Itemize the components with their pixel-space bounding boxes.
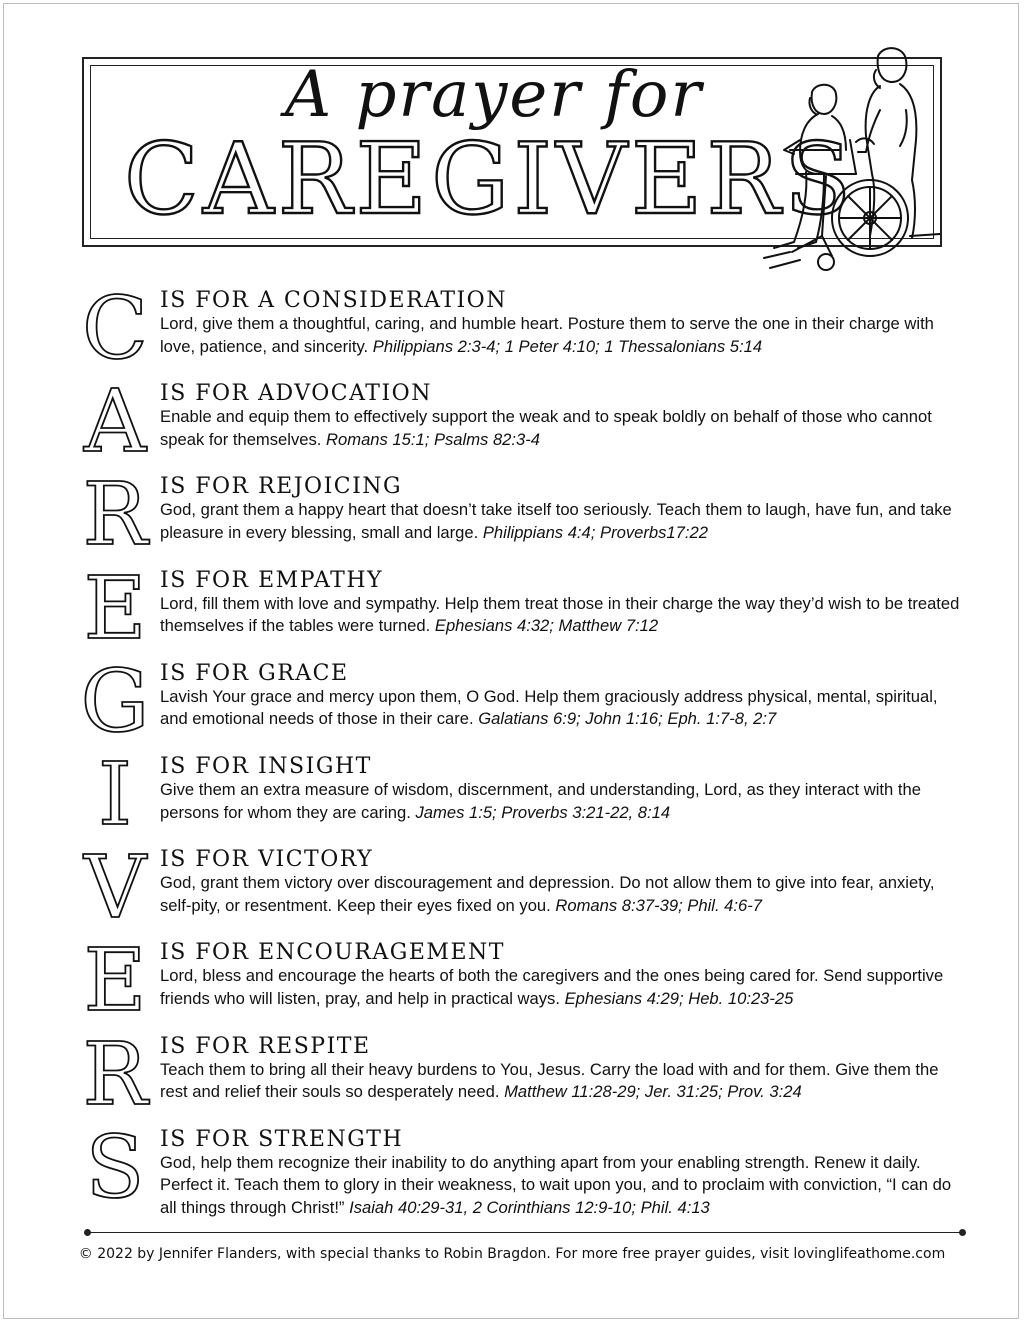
caregiver-pushing-wheelchair-icon — [760, 40, 950, 275]
scripture-reference: James 1:5; Proverbs 3:21-22, 8:14 — [415, 802, 671, 822]
prayer-text: Teach them to bring all their heavy burdens to You, Jesus. Carry the load with and for them. Give them the rest and relief their souls so desperately need. — [160, 1059, 939, 1102]
entry-text — [160, 406, 960, 451]
scripture-reference: Ephesians 4:29; Heb. 10:23-25 — [564, 988, 794, 1008]
entry-heading: IS FOR RESPITE — [160, 1033, 371, 1059]
entry-heading: IS FOR A CONSIDERATION — [160, 288, 507, 313]
entry-heading: IS FOR ADVOCATION — [160, 381, 432, 407]
acrostic-letter: E — [83, 558, 147, 659]
acrostic-letter: A — [83, 372, 147, 473]
acrostic-letter: S — [85, 1117, 145, 1218]
scripture-reference: Matthew 11:28-29; Jer. 31:25; Prov. 3:24 — [504, 1082, 802, 1102]
scripture-reference: Romans 8:37-39; Phil. 4:6-7 — [555, 895, 763, 915]
entry-text — [160, 779, 960, 824]
entry-text — [160, 1059, 960, 1104]
prayer-text: Give them an extra measure of wisdom, discernment, and understanding, Lord, as they interact with the persons for whom they are caring. — [160, 780, 921, 822]
prayer-text: Lord, give them a thoughtful, caring, and humble heart. Posture them to serve the one in their charge with love, patience, and sincerity. — [160, 314, 934, 356]
acrostic-letter: E — [83, 931, 147, 1032]
footer-divider — [88, 1232, 962, 1233]
acrostic-letter: G — [80, 651, 150, 752]
entry-text — [160, 1152, 960, 1220]
prayer-text: God, grant them a happy heart that doesn’t take itself too seriously. Teach them to laugh, have fun, and take pleasure in every blessing, small and large. — [160, 500, 952, 542]
prayer-text: God, grant them victory over discouragement and depression. Do not allow them to give into fear, anxiety, self-pity, or resentment. Keep their eyes fixed on you. — [160, 873, 935, 915]
prayer-text: Enable and equip them to effectively support the weak and to speak boldly on behalf of those who cannot speak for themselves. — [160, 407, 932, 449]
scripture-reference: Philippians 4:4; Proverbs17:22 — [482, 522, 708, 542]
entry-heading: IS FOR INSIGHT — [160, 754, 372, 779]
entry-text — [160, 965, 960, 1010]
scripture-reference: Ephesians 4:32; Matthew 7:12 — [434, 616, 659, 636]
acrostic-letter: R — [82, 465, 148, 566]
prayer-text: Lavish Your grace and mercy upon them, O God. Help them graciously address physical, mental, spiritual, and emotional needs of those in their care. — [160, 686, 938, 729]
prayer-text: Lord, fill them with love and sympathy. Help them treat those in their charge the way they’d wish to be treated themselves if the tables were turned. — [160, 593, 960, 636]
title-script: A prayer for — [284, 58, 704, 132]
entry-heading: IS FOR REJOICING — [160, 474, 403, 500]
page-title: CAREGIVERS — [124, 123, 856, 237]
entry-heading: IS FOR VICTORY — [160, 847, 374, 873]
acrostic-letter: C — [82, 279, 148, 379]
acrostic-letter: V — [83, 838, 147, 939]
footer-credit: © 2022 by Jennifer Flanders, with special thanks to Robin Bragdon. For more free prayer guides, visit lovinglifeathome.com — [78, 1246, 946, 1262]
entry-text — [160, 593, 960, 638]
entry-text — [160, 499, 960, 544]
entry-heading: IS FOR GRACE — [160, 660, 349, 686]
prayer-text: Lord, bless and encourage the hearts of both the caregivers and the ones being cared for. Send supportive friends who will listen, pray, and help in practical ways. — [160, 966, 944, 1008]
scripture-reference: Galatians 6:9; John 1:16; Eph. 1:7-8, 2:7 — [478, 709, 777, 729]
scripture-reference: Romans 15:1; Psalms 82:3-4 — [326, 429, 541, 449]
entry-text — [160, 686, 960, 731]
scripture-reference: Isaiah 40:29-31, 2 Corinthians 12:9-10; Phil. 4:13 — [349, 1197, 710, 1217]
acrostic-letter: I — [98, 745, 132, 845]
acrostic-letter: R — [82, 1024, 148, 1125]
prayer-text: God, help them recognize their inability to do anything apart from your enabling strength. Renew it daily. Perfect it. Teach them to glory in their weakness, to wait upon you, and to proclaim with conviction, “I can do all things through Christ!” — [160, 1152, 952, 1217]
scripture-reference: Philippians 2:3-4; 1 Peter 4:10; 1 Thessalonians 5:14 — [372, 336, 763, 356]
entry-heading: IS FOR EMPATHY — [160, 567, 384, 593]
entry-text — [160, 872, 960, 917]
entry-heading: IS FOR STRENGTH — [160, 1126, 404, 1152]
entry-text — [160, 313, 960, 358]
entry-heading: IS FOR ENCOURAGEMENT — [160, 940, 505, 966]
